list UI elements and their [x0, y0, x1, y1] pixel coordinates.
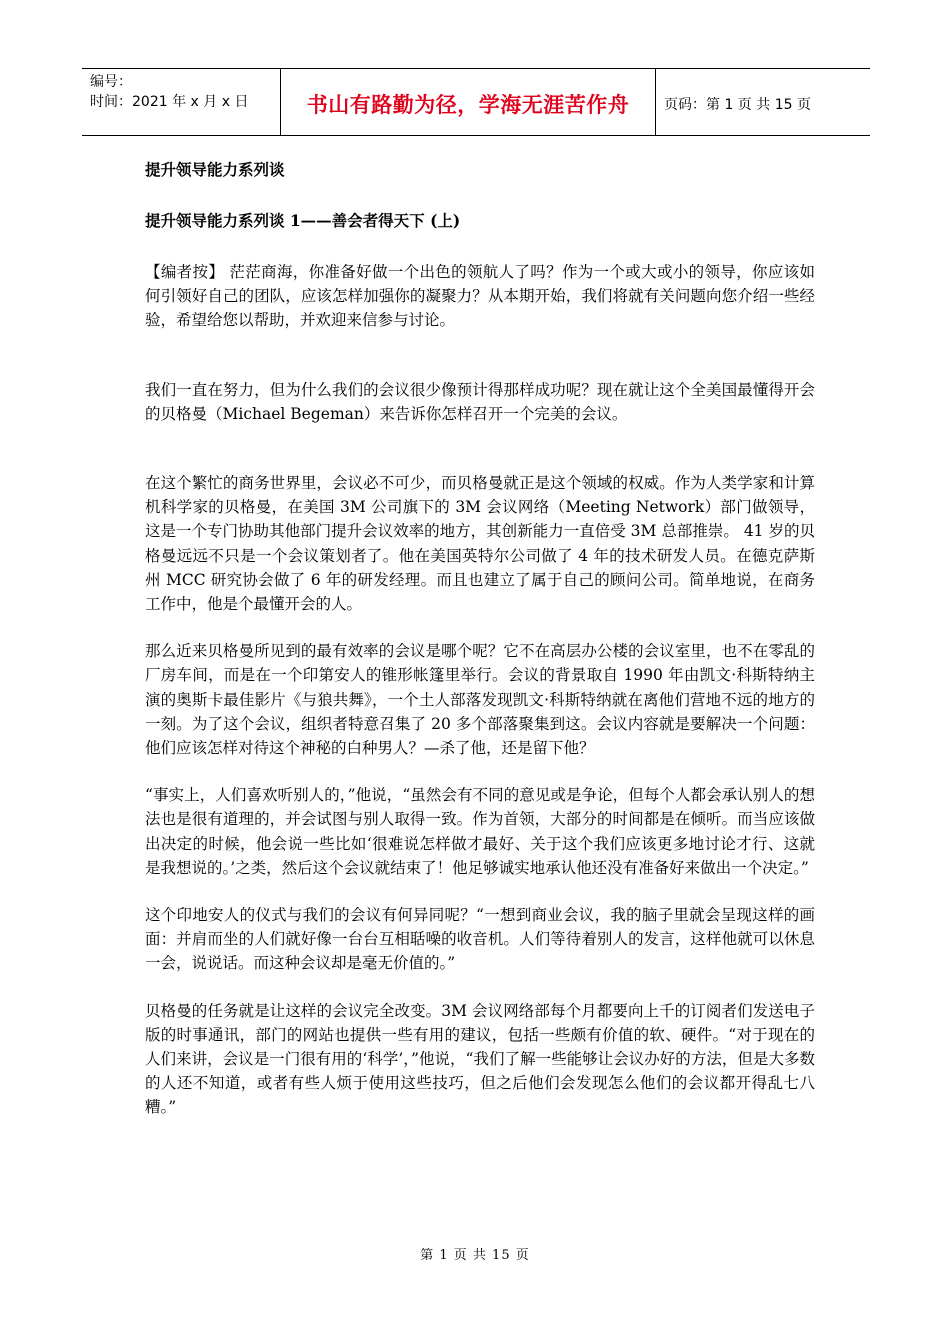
editor-note-paragraph: 【编者按】 茫茫商海，你准备好做一个出色的领航人了吗？作为一个或大或小的领导，你应该如何引领好自己的团队，应该怎样加强你的凝聚力？从本期开始，我们将就有关问题向您介绍一些经验，希望给您以帮助，并欢迎来信参与讨论。	[145, 263, 815, 330]
header-meta-cell	[82, 69, 281, 135]
body-paragraph: “事实上，人们喜欢听别人的，”他说，“虽然会有不同的意见或是争论，但每个人都会承认别人的想法也是很有道理的，并会试图与别人取得一致。作为首领，大部分的时间都是在倾听。而当应该做出决定的时候，他会说一些比如‘很难说怎样做才最好、关于这个我们应该更多地讨论才行、这就是我想说的。’之类，然后这个会议就结束了！他足够诚实地承认他还没有准备好来做出一个决定。”	[145, 786, 815, 877]
document-body	[145, 158, 815, 1120]
header-page-info: 页码：第 1 页 共 15 页	[664, 97, 811, 113]
body-paragraph: 贝格曼的任务就是让这样的会议完全改变。3M 会议网络部每个月都要向上千的订阅者们发送电子版的时事通讯，部门的网站也提供一些有用的建议，包括一些颇有价值的软、硬件。“对于现在的人们来讲，会议是一门很有用的‘科学’，”他说，“我们了解一些能够让会议办好的方法，但是大多数的人还不知道，或者有些人烦于使用这些技巧，但之后他们会发现怎么他们的会议都开得乱七八糟。”	[145, 1001, 815, 1117]
body-paragraph: 这个印地安人的仪式与我们的会议有何异同呢？“一想到商业会议，我的脑子里就会呈现这样的画面：并肩而坐的人们就好像一台台互相聒噪的收音机。人们等待着别人的发言，这样他就可以休息一会，说说话。而这种会议却是毫无价值的。”	[145, 906, 815, 973]
body-paragraph: 那么近来贝格曼所见到的最有效率的会议是哪个呢？它不在高层办公楼的会议室里，也不在零乱的厂房车间，而是在一个印第安人的锥形帐篷里举行。会议的背景取自 1990 年由凯文·科斯特纳主演的奥斯卡最佳影片《与狼共舞》，一个土人部落发现凯文·科斯特纳就在离他们营地不远的地方的一刻。为了这个会议，组织者特意召集了 20 多个部落聚集到这。会议内容就是要解决一个问题：他们应该怎样对待这个神秘的白种男人？—杀了他，还是留下他？	[145, 642, 815, 758]
header-motto: 书山有路勤为径，学海无涯苦作舟	[281, 69, 656, 135]
document-subtitle: 提升领导能力系列谈 1——善会者得天下 (上)	[145, 211, 461, 230]
body-paragraph: 在这个繁忙的商务世界里，会议必不可少，而贝格曼就正是这个领域的权威。作为人类学家和计算机科学家的贝格曼，在美国 3M 公司旗下的 3M 会议网络（Meeting Network）部门做领导，这是一个专门协助其他部门提升会议效率的地方，其创新能力一直倍受 3M 总部推崇。 41 岁的贝格曼远远不只是一个会议策划者了。他在美国英特尔公司做了 4 年的技术研发人员。在德克萨斯州 MCC 研究协会做了 6 年的研发经理。而且也建立了属于自己的顾问公司。简单地说，在商务工作中，他是个最懂开会的人。	[145, 474, 815, 614]
document-date-label: 时间：2021 年 x 月 x 日	[90, 94, 249, 110]
page-footer: 第 1 页 共 15 页	[420, 1248, 530, 1263]
page-header	[82, 68, 870, 136]
body-paragraph: 我们一直在努力，但为什么我们的会议很少像预计得那样成功呢？现在就让这个全美国最懂得开会的贝格曼（Michael Begeman）来告诉你怎样召开一个完美的会议。	[145, 380, 815, 423]
document-title: 提升领导能力系列谈	[145, 160, 285, 179]
document-code-label: 编号：	[90, 74, 132, 90]
